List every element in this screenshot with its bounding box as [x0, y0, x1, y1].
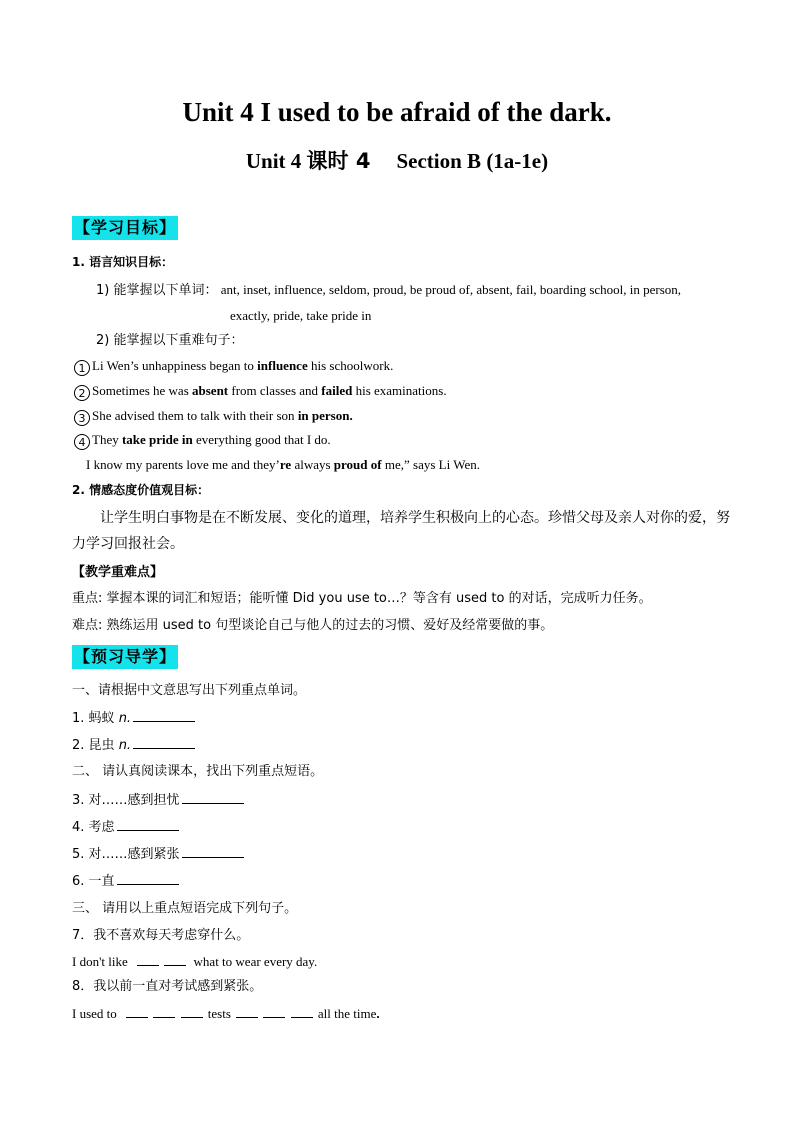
question-1: 1. 蚂蚁 n.: [72, 709, 195, 728]
question-8-en: I used to tests all the time.: [72, 1006, 380, 1021]
answer-blank[interactable]: [181, 1005, 203, 1018]
question-7-cn: 7．我不喜欢每天考虑穿什么。: [72, 928, 250, 943]
answer-blank[interactable]: [164, 953, 186, 966]
sentence-1-number: 1: [74, 360, 90, 376]
answer-blank[interactable]: [291, 1005, 313, 1018]
answer-blank[interactable]: [182, 845, 244, 858]
goal-1-title: 1. 语言知识目标：: [72, 255, 174, 269]
part-3-title: 三、 请用以上重点短语完成下列句子。: [72, 901, 298, 916]
question-5: 5. 对……感到紧张: [72, 845, 244, 864]
goal-2-title: 2. 情感态度价值观目标：: [72, 483, 210, 497]
answer-blank[interactable]: [236, 1005, 258, 1018]
focus-text: 掌握本课的词汇和短语；能听懂 Did you use to…？等含有 used to 的对话，完成听力任务。: [106, 591, 652, 606]
words-list-1: ant, inset, influence, seldom, proud, be proud of, absent, fail, boarding school, in person,: [220, 282, 682, 297]
page-subtitle: [0, 147, 794, 175]
sentence-4-number: 4: [74, 434, 90, 450]
subtitle-unit: Unit 4: [245, 149, 302, 173]
answer-blank[interactable]: [133, 736, 195, 749]
question-8-cn: 8．我以前一直对考试感到紧张。: [72, 979, 263, 994]
answer-blank[interactable]: [126, 1005, 148, 1018]
part-1-title: 一、请根据中文意思写出下列重点单词。: [72, 683, 307, 698]
sentence-2-number: 2: [74, 385, 90, 401]
sentence-5: I know my parents love me and they’re always proud of me,” says Li Wen.: [86, 457, 480, 472]
difficulty-line: [72, 617, 553, 635]
focus-line: [72, 590, 652, 608]
focus-label: 重点:: [72, 591, 103, 606]
answer-blank[interactable]: [117, 872, 179, 885]
difficulty-text: 熟练运用 used to 句型谈论自己与他人的过去的习惯、爱好及经常要做的事。: [106, 618, 554, 633]
subtitle-section: Section B (1a-1e): [396, 149, 549, 173]
words-list-2: exactly, pride, take pride in: [230, 308, 372, 323]
goal-2-text: 让学生明白事物是在不断发展、变化的道理，培养学生积极向上的心态。珍惜父母及亲人对你的爱，努力学习回报社会。: [72, 510, 730, 552]
answer-blank[interactable]: [137, 953, 159, 966]
page-title: Unit 4 I used to be afraid of the dark.: [182, 97, 612, 127]
sentence-4: 4 They take pride in everything good that I do.: [74, 431, 331, 450]
question-4: 4. 考虑: [72, 818, 179, 837]
part-2-title: 二、 请认真阅读课本，找出下列重点短语。: [72, 764, 324, 779]
answer-blank[interactable]: [153, 1005, 175, 1018]
words-label: 1) 能掌握以下单词：: [96, 283, 218, 298]
answer-blank[interactable]: [263, 1005, 285, 1018]
difficulty-label: 难点:: [72, 618, 103, 633]
sentence-2: 2 Sometimes he was absent from classes and failed his examinations.: [74, 382, 447, 401]
sentences-label: 2) 能掌握以下重难句子：: [96, 333, 244, 348]
question-6: 6. 一直: [72, 872, 179, 891]
sentence-1: 1 Li Wen’s unhappiness began to influence his schoolwork.: [74, 357, 393, 376]
goals-heading: 【学习目标】: [72, 216, 178, 240]
preview-heading: 【预习导学】: [72, 645, 178, 669]
question-7-en: I don't like what to wear every day.: [72, 954, 318, 969]
answer-blank[interactable]: [117, 818, 179, 831]
answer-blank[interactable]: [133, 709, 195, 722]
words-line-1: [96, 281, 681, 300]
sentence-3-number: 3: [74, 410, 90, 426]
key-points-heading: 【教学重难点】: [72, 565, 164, 580]
subtitle-lesson: 课时 4: [306, 149, 371, 173]
sentence-3: 3 She advised them to talk with their son in person.: [74, 407, 353, 426]
question-2: 2. 昆虫 n.: [72, 736, 195, 755]
answer-blank[interactable]: [182, 791, 244, 804]
question-3: 3. 对……感到担忧: [72, 791, 244, 810]
